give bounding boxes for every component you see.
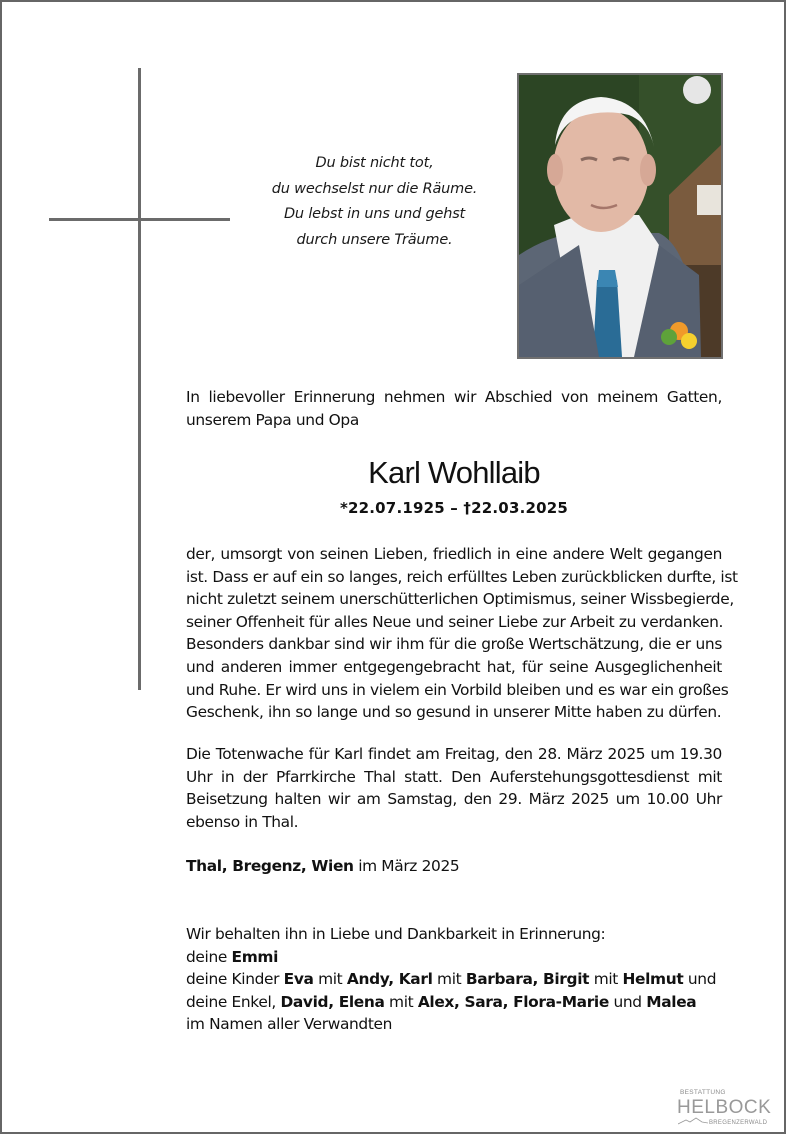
funeral-details-line: Beisetzung halten wir am Samstag, den 29. März 2025 um 10.00 Uhr xyxy=(186,790,722,809)
deceased-name: Karl Wohllaib xyxy=(368,455,540,490)
funeral-details-paragraph xyxy=(186,743,722,833)
tribute-line: nicht zuletzt seinem unerschütterlichen Optimismus, seiner Wissbegierde, xyxy=(186,590,734,609)
intro-line: In liebevoller Erinnerung nehmen wir Abschied von meinem Gatten, xyxy=(186,388,722,406)
month-year: im März 2025 xyxy=(353,857,460,875)
place-and-date xyxy=(186,855,722,878)
logo-bottom-text: BREGENZERWALD xyxy=(709,1120,768,1126)
mourners-list xyxy=(186,923,722,1036)
poem-line: Du lebst in uns und gehst xyxy=(283,206,466,222)
funeral-details-line: Die Totenwache für Karl findet am Freitag, den 28. März 2025 um 19.30 xyxy=(186,745,722,763)
spouse-name: Emmi xyxy=(231,947,278,966)
mourners-intro: Wir behalten ihn in Liebe und Dankbarkeit in Erinnerung: xyxy=(186,925,606,943)
tribute-line: und Ruhe. Er wird uns in vielem ein Vorbild bleiben und es war ein großes xyxy=(186,680,729,699)
tribute-paragraph xyxy=(186,543,738,724)
cross-horizontal-bar xyxy=(49,218,230,221)
logo-top-text: BESTATTUNG xyxy=(680,1089,726,1096)
poem-line: du wechselst nur die Räume. xyxy=(271,180,478,197)
poem-line: durch unsere Träume. xyxy=(296,231,453,248)
funeral-home-logo xyxy=(674,1089,782,1131)
mourners-grandchildren: deine Enkel, David, Elena mit Alex, Sara, Flora-Marie und Malea xyxy=(186,992,697,1011)
tribute-line: und anderen immer entgegengebracht hat, für seine Ausgeglichenheit xyxy=(186,657,722,676)
funeral-details-line: Uhr in der Pfarrkirche Thal statt. Den Auferstehungsgottesdienst mit xyxy=(186,767,722,786)
cross-vertical-bar xyxy=(138,68,141,690)
tribute-line: Geschenk, ihn so lange und so gesund in unserer Mitte haben zu dürfen. xyxy=(186,703,722,722)
places: Thal, Bregenz, Wien xyxy=(186,857,354,875)
tribute-line: Besonders dankbar sind wir ihm für die große Wertschätzung, die er uns xyxy=(186,635,722,654)
funeral-details-line: ebenso in Thal. xyxy=(186,812,299,831)
mourners-closing: im Namen aller Verwandten xyxy=(186,1015,393,1034)
portrait-photo xyxy=(517,73,723,359)
mourners-spouse: deine Emmi xyxy=(186,947,278,966)
tribute-line: ist. Dass er auf ein so langes, reich erfülltes Leben zurückblicken durfte, ist xyxy=(186,567,738,586)
logo-main-text: HELBOCK xyxy=(677,1097,772,1118)
mourners-children: deine Kinder Eva mit Andy, Karl mit Barbara, Birgit mit Helmut und xyxy=(186,970,717,989)
tribute-line: der, umsorgt von seinen Lieben, friedlich in eine andere Welt gegangen xyxy=(186,545,722,563)
poem-line: Du bist nicht tot, xyxy=(315,155,434,171)
life-dates: *22.07.1925 – †22.03.2025 xyxy=(339,499,569,517)
memorial-poem xyxy=(242,151,507,253)
tribute-line: seiner Offenheit für alles Neue und seiner Liebe zur Arbeit zu verdanken. xyxy=(186,612,724,631)
portrait-illustration xyxy=(519,75,721,357)
intro-line: unserem Papa und Opa xyxy=(186,410,359,429)
mountain-icon xyxy=(678,1117,708,1125)
intro-text xyxy=(186,386,722,431)
